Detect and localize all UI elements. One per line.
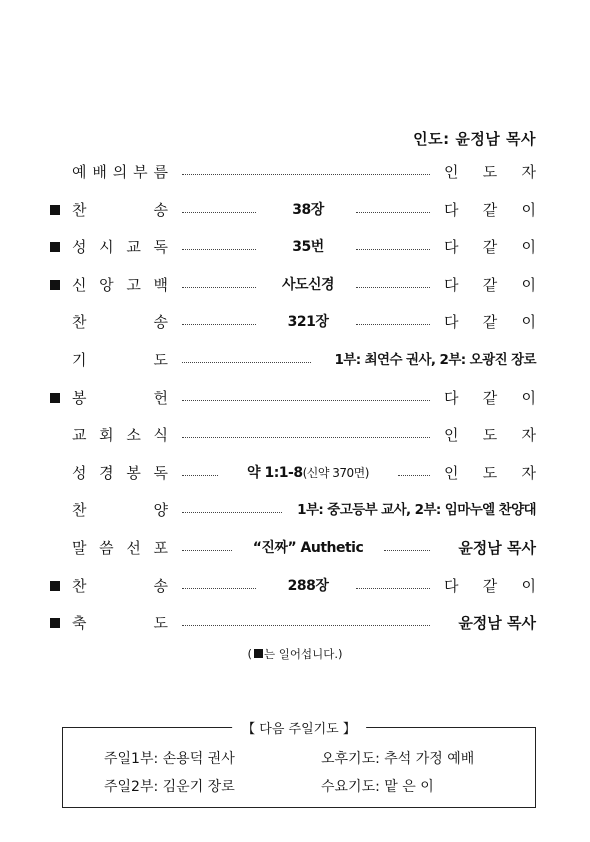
order-label: 찬 송 (72, 313, 168, 331)
order-label: 신 앙 고 백 (72, 276, 168, 294)
order-row (50, 461, 536, 485)
next-week-prayer-box (62, 722, 536, 808)
dotted-leader (398, 475, 430, 476)
order-role: 다 같 이 (444, 313, 536, 331)
afternoon-prayer: 오후기도: 추석 가정 예배 (321, 751, 475, 767)
order-role: 1부: 최연수 권사, 2부: 오광진 장로 (334, 352, 536, 368)
dotted-leader (356, 588, 430, 589)
dotted-leader (182, 212, 256, 213)
order-role: 인 도 자 (444, 163, 536, 181)
dotted-leader (182, 249, 256, 250)
order-role: 다 같 이 (444, 389, 536, 407)
order-label: 찬 송 (72, 201, 168, 219)
order-row (50, 160, 536, 184)
dotted-leader (182, 400, 430, 401)
dotted-leader (182, 550, 232, 551)
order-role: 인 도 자 (444, 464, 536, 482)
dotted-leader (182, 287, 256, 288)
order-row (50, 611, 536, 635)
order-row (50, 536, 536, 560)
order-detail: 288장 (287, 578, 329, 594)
square-bullet-icon (50, 618, 60, 628)
order-role: 인 도 자 (444, 426, 536, 444)
order-label: 성 경 봉 독 (72, 464, 168, 482)
dotted-leader (384, 550, 430, 551)
dotted-leader (356, 324, 430, 325)
order-row (50, 235, 536, 259)
order-role: 다 같 이 (444, 201, 536, 219)
leader-line: 인도: 윤정남 목사 (413, 130, 536, 148)
order-row (50, 310, 536, 334)
order-label: 예 배 의 부 름 (72, 163, 168, 181)
dotted-leader (182, 437, 430, 438)
order-row (50, 386, 536, 410)
dotted-leader (182, 625, 430, 626)
order-row (50, 273, 536, 297)
wednesday-prayer: 수요기도: 맡 은 이 (321, 779, 434, 795)
dotted-leader (182, 324, 256, 325)
dotted-leader (182, 174, 430, 175)
order-detail: 321장 (287, 314, 329, 330)
order-row (50, 198, 536, 222)
square-bullet-icon (50, 242, 60, 252)
standing-note (0, 646, 590, 662)
sunday1-prayer: 주일1부: 손용덕 권사 (104, 751, 235, 767)
note-text: 는 일어섭니다.) (264, 647, 343, 661)
order-label: 찬 송 (72, 577, 168, 595)
order-detail: 38장 (292, 202, 324, 218)
order-label: 축 도 (72, 614, 168, 632)
order-detail: 약 1:1-8(신약 370면) (247, 465, 369, 481)
order-row (50, 574, 536, 598)
square-bullet-icon (50, 393, 60, 403)
dotted-leader (356, 249, 430, 250)
next-week-title: 【 다음 주일기도 】 (232, 718, 366, 737)
order-row (50, 423, 536, 447)
order-role: 다 같 이 (444, 276, 536, 294)
order-detail: “진짜” Authetic (252, 540, 364, 556)
order-role: 다 같 이 (444, 577, 536, 595)
square-bullet-icon (254, 649, 263, 658)
dotted-leader (356, 287, 430, 288)
order-row (50, 348, 536, 372)
sunday2-prayer: 주일2부: 김운기 장로 (104, 779, 235, 795)
order-detail: 35번 (292, 239, 324, 255)
order-role: 윤정남 목사 (458, 539, 536, 557)
square-bullet-icon (50, 280, 60, 290)
note-open: ( (247, 647, 253, 661)
order-role: 1부: 중고등부 교사, 2부: 임마누엘 찬양대 (297, 502, 536, 518)
square-bullet-icon (50, 581, 60, 591)
dotted-leader (356, 212, 430, 213)
dotted-leader (182, 362, 311, 363)
order-label: 봉 헌 (72, 389, 168, 407)
dotted-leader (182, 512, 282, 513)
order-row (50, 498, 536, 522)
order-role: 다 같 이 (444, 238, 536, 256)
order-label: 찬 양 (72, 501, 168, 519)
dotted-leader (182, 588, 256, 589)
order-label: 교 회 소 식 (72, 426, 168, 444)
order-label: 기 도 (72, 351, 168, 369)
square-bullet-icon (50, 205, 60, 215)
order-label: 성 시 교 독 (72, 238, 168, 256)
order-label: 말 씀 선 포 (72, 539, 168, 557)
order-detail: 사도신경 (281, 277, 335, 293)
dotted-leader (182, 475, 218, 476)
order-role: 윤정남 목사 (458, 614, 536, 632)
